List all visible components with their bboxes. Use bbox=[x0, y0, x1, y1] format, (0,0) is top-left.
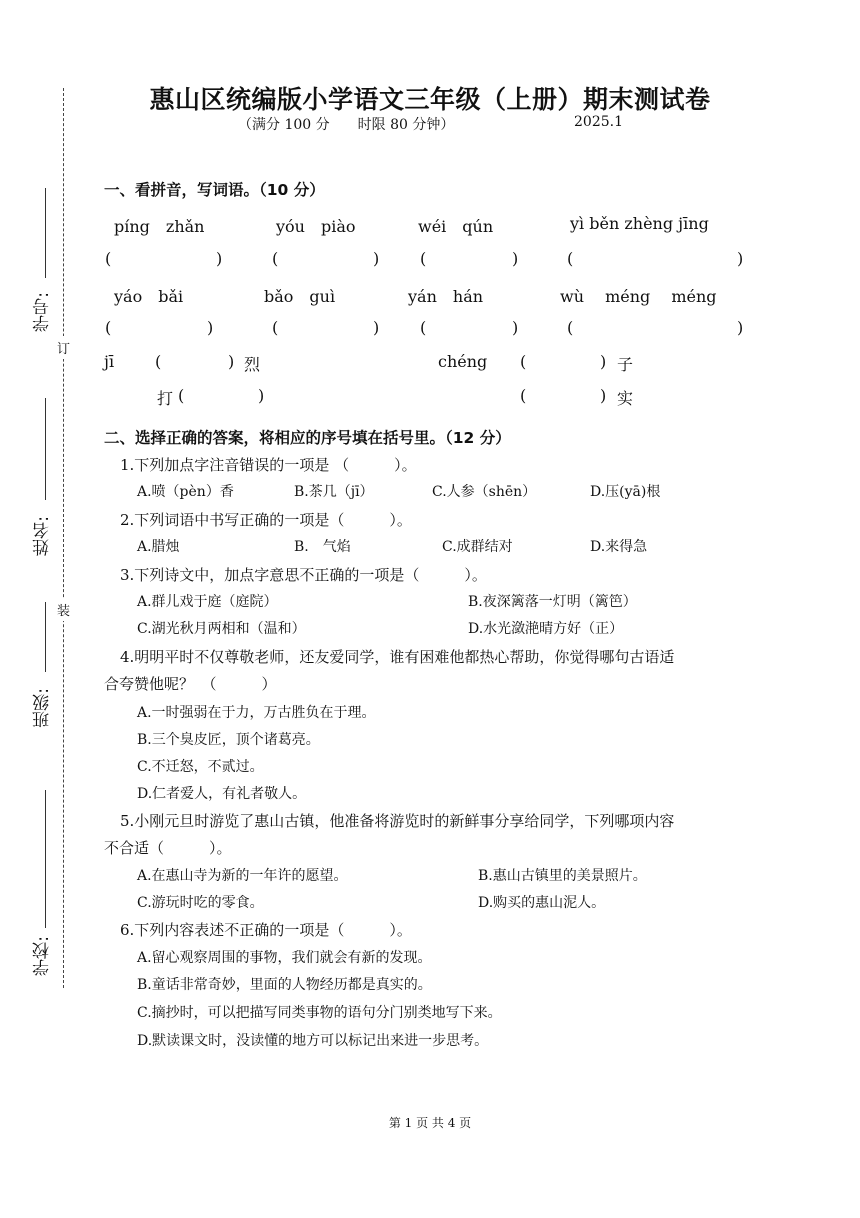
q3-option-d: D.水光潋滟晴方好（正） bbox=[468, 621, 624, 637]
pinyin-7: yán hán bbox=[408, 287, 484, 306]
pinyin-2: yóu piào bbox=[276, 217, 356, 236]
q1-option-d: D.压(yā)根 bbox=[590, 484, 661, 500]
q2-option-b: B. 气焰 bbox=[294, 539, 351, 555]
pinyin-1: píng zhǎn bbox=[114, 217, 205, 236]
q6-option-b: B.童话非常奇妙，里面的人物经历都是真实的。 bbox=[137, 977, 432, 993]
binding-dashed-line bbox=[63, 88, 64, 988]
answer-paren-open: ( bbox=[567, 318, 574, 337]
answer-paren-close: ) bbox=[373, 318, 380, 337]
student-no-label: 学号: bbox=[33, 292, 53, 332]
polyphone-cheng-char-a: 子 bbox=[617, 355, 634, 374]
answer-paren-close: ) bbox=[512, 249, 519, 268]
answer-paren-open: ( bbox=[272, 249, 279, 268]
answer-paren-close: ) bbox=[600, 386, 607, 405]
name-line bbox=[45, 398, 46, 500]
q3-option-b: B.夜深篱落一灯明（篱笆） bbox=[468, 594, 637, 610]
question-2-stem: 2.下列词语中书写正确的一项是（ ）。 bbox=[120, 511, 412, 529]
q4-option-b: B.三个臭皮匠，顶个诸葛亮。 bbox=[137, 732, 320, 748]
class-label: 班级: bbox=[33, 688, 53, 728]
q4-option-d: D.仁者爱人，有礼者敬人。 bbox=[137, 786, 307, 802]
page-title: 惠山区统编版小学语文三年级（上册）期末测试卷 bbox=[149, 85, 711, 114]
q2-option-a: A.腊烛 bbox=[137, 539, 180, 555]
binding-zhuang-char: 装 bbox=[57, 598, 70, 621]
answer-paren-open: ( bbox=[420, 318, 427, 337]
polyphone-ji-pinyin: jī bbox=[104, 352, 115, 371]
answer-paren-close: ) bbox=[737, 249, 744, 268]
answer-paren-close: ) bbox=[373, 249, 380, 268]
q5-option-a: A.在惠山寺为新的一年许的愿望。 bbox=[137, 868, 348, 884]
q6-option-d: D.默读课文时，没读懂的地方可以标记出来进一步思考。 bbox=[137, 1033, 489, 1049]
q5-option-c: C.游玩时吃的零食。 bbox=[137, 895, 264, 911]
answer-paren-open: ( bbox=[178, 386, 185, 405]
pinyin-5: yáo bǎi bbox=[114, 287, 184, 306]
name-label: 姓名: bbox=[33, 516, 53, 556]
question-1-stem: 1.下列加点字注音错误的一项是 （ ）。 bbox=[120, 456, 417, 474]
answer-paren-close: ) bbox=[228, 352, 235, 371]
page-number: 第 1 页 共 4 页 bbox=[388, 1116, 472, 1130]
question-4-stem-line2: 合夸赞他呢？ （ ） bbox=[104, 675, 277, 693]
question-6-stem: 6.下列内容表述不正确的一项是（ ）。 bbox=[120, 921, 412, 939]
answer-paren-open: ( bbox=[520, 352, 527, 371]
answer-paren-open: ( bbox=[272, 318, 279, 337]
answer-paren-open: ( bbox=[567, 249, 574, 268]
answer-paren-close: ) bbox=[207, 318, 214, 337]
polyphone-ji-char-b: 打 bbox=[157, 389, 174, 408]
q1-option-c: C.人参（shēn） bbox=[432, 484, 537, 500]
answer-paren-close: ) bbox=[512, 318, 519, 337]
section-1-heading: 一、看拼音，写词语。（10 分） bbox=[104, 181, 325, 199]
pinyin-8: wù méng méng bbox=[560, 287, 717, 306]
question-4-stem-line1: 4.明明平时不仅尊敬老师，还友爱同学，谁有困难他都热心帮助，你觉得哪句古语适 bbox=[120, 648, 675, 666]
section-2-heading: 二、选择正确的答案，将相应的序号填在括号里。（12 分） bbox=[104, 429, 511, 447]
exam-limits: （满分 100 分 时限 80 分钟） bbox=[238, 117, 455, 133]
school-label: 学校: bbox=[33, 936, 53, 976]
polyphone-cheng-char-b: 实 bbox=[617, 389, 634, 408]
q4-option-c: C.不迁怒，不贰过。 bbox=[137, 759, 264, 775]
q3-option-c: C.湖光秋月两相和（温和） bbox=[137, 621, 306, 637]
answer-paren-close: ) bbox=[216, 249, 223, 268]
q3-option-a: A.群儿戏于庭（庭院） bbox=[137, 594, 278, 610]
q1-option-a: A.喷（pèn）香 bbox=[137, 484, 234, 500]
class-line bbox=[45, 602, 46, 672]
question-5-stem-line1: 5.小刚元旦时游览了惠山古镇，他准备将游览时的新鲜事分享给同学，下列哪项内容 bbox=[120, 812, 675, 830]
answer-paren-open: ( bbox=[420, 249, 427, 268]
school-line bbox=[45, 790, 46, 928]
question-5-stem-line2: 不合适（ ）。 bbox=[104, 839, 232, 857]
q2-option-c: C.成群结对 bbox=[442, 539, 513, 555]
pinyin-6: bǎo guì bbox=[264, 287, 336, 306]
question-3-stem: 3.下列诗文中，加点字意思不正确的一项是（ ）。 bbox=[120, 566, 487, 584]
binding-ding-char: 订 bbox=[57, 336, 70, 359]
answer-paren-open: ( bbox=[105, 318, 112, 337]
answer-paren-open: ( bbox=[155, 352, 162, 371]
pinyin-4: yì běn zhèng jīng bbox=[570, 214, 709, 233]
answer-paren-open: ( bbox=[520, 386, 527, 405]
polyphone-cheng-pinyin: chéng bbox=[438, 352, 488, 371]
q1-option-b: B.茶几（jī） bbox=[294, 484, 374, 500]
answer-paren-close: ) bbox=[258, 386, 265, 405]
pinyin-3: wéi qún bbox=[418, 217, 494, 236]
q6-option-c: C.摘抄时，可以把描写同类事物的语句分门别类地写下来。 bbox=[137, 1005, 502, 1021]
q2-option-d: D.来得急 bbox=[590, 539, 648, 555]
q4-option-a: A.一时强弱在于力，万古胜负在于理。 bbox=[137, 705, 376, 721]
student-no-line bbox=[45, 188, 46, 278]
exam-date: 2025.1 bbox=[574, 114, 623, 130]
answer-paren-close: ) bbox=[737, 318, 744, 337]
q6-option-a: A.留心观察周围的事物，我们就会有新的发现。 bbox=[137, 950, 432, 966]
answer-paren-close: ) bbox=[600, 352, 607, 371]
polyphone-ji-char-a: 烈 bbox=[244, 355, 261, 374]
q5-option-d: D.购买的惠山泥人。 bbox=[478, 895, 606, 911]
answer-paren-open: ( bbox=[105, 249, 112, 268]
q5-option-b: B.惠山古镇里的美景照片。 bbox=[478, 868, 647, 884]
